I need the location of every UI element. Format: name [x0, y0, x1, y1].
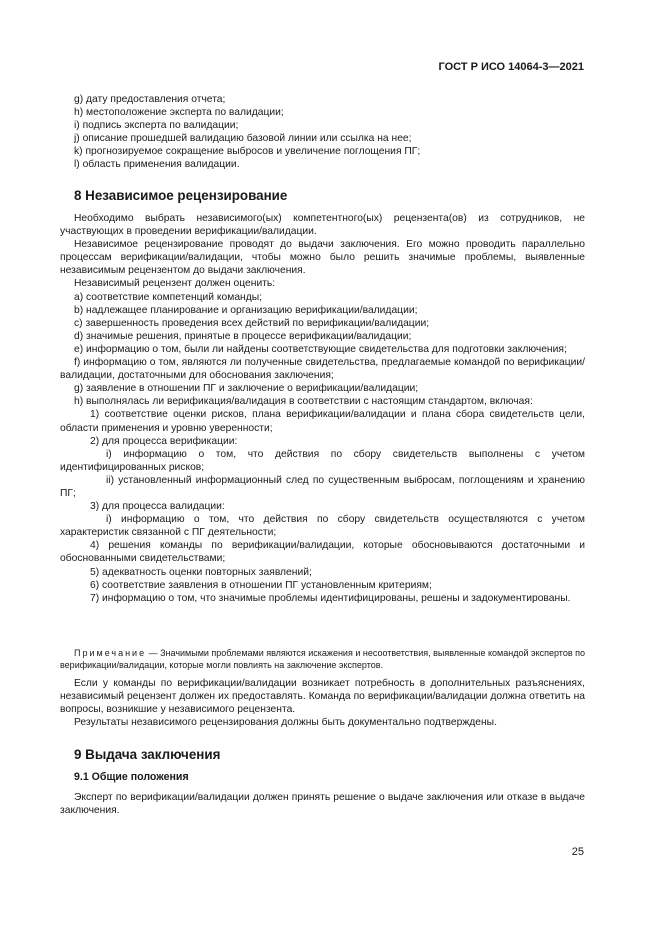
- note-text: — Значимыми проблемами являются искажения и несоответствия, выявленные командой экспертов по верификации/валидации, которые могли повлиять на заключение экспертов.: [60, 648, 585, 670]
- section-9-title: 9 Выдача заключения: [74, 747, 221, 762]
- list-item: k) прогнозируемое сокращение выбросов и увеличение поглощения ПГ;: [74, 146, 421, 158]
- list-item: e) информацию о том, были ли найдены соответствующие свидетельства для подготовки заключения;: [74, 343, 567, 355]
- sub-sub-list-item: i) информацию о том, что действия по сбору свидетельств осуществляются с учетом характеристик связанной с ПГ деятельности;: [60, 514, 585, 539]
- sub-list-item: 3) для процесса валидации:: [90, 501, 225, 513]
- list-item: d) значимые решения, принятые в процессе верификации/валидации;: [74, 330, 412, 342]
- sub-list-item: 1) соответствие оценки рисков, плана верификации/валидации и плана сбора свидетельств цели, области применения и уровню уверенности;: [60, 409, 585, 434]
- section-8-body: [60, 212, 585, 605]
- note-label: Примечание: [74, 648, 147, 658]
- sub-list-item: 7) информацию о том, что значимые проблемы идентифицированы, решены и задокументированы.: [90, 592, 571, 604]
- subsection-9-1-title: 9.1 Общие положения: [74, 771, 189, 783]
- sub-sub-list-item: i) информацию о том, что действия по сбору свидетельств выполнены с учетом идентифицированных рисков;: [60, 448, 585, 473]
- list-item: g) заявление в отношении ПГ и заключение о верификации/валидации;: [74, 383, 419, 395]
- list-item: f) информацию о том, являются ли полученные свидетельства, предлагаемые командой по верификации/валидации, достаточными для обоснования заключения;: [60, 357, 585, 382]
- list-item: g) дату предоставления отчета;: [74, 94, 226, 105]
- section-8-closing: [60, 677, 585, 729]
- paragraph: Если у команды по верификации/валидации возникает потребность в дополнительных разъяснениях, независимый рецензент должен их предоставлять. Команда по верификации/валидации должна ответить на вопросы, возникшие у независимого рецензента.: [60, 678, 585, 716]
- list-item: j) описание прошедшей валидацию базовой линии или ссылка на нее;: [74, 133, 412, 145]
- document-standard-number: ГОСТ Р ИСО 14064-3—2021: [438, 61, 584, 73]
- page-number: 25: [571, 846, 584, 858]
- list-item: a) соответствие компетенций команды;: [74, 291, 263, 303]
- paragraph: Необходимо выбрать независимого(ых) компетентного(ых) рецензента(ов) из сотрудников, не участвующих в проведении верификации/валидации.: [60, 213, 585, 238]
- list-item: c) завершенность проведения всех действий по верификации/валидации;: [74, 317, 430, 329]
- paragraph: Эксперт по верификации/валидации должен принять решение о выдаче заключения или отказе в выдаче заключения.: [60, 792, 585, 817]
- sub-list-item: 2) для процесса верификации:: [90, 435, 238, 447]
- sub-list-item: 6) соответствие заявления в отношении ПГ установленным критериям;: [90, 579, 432, 591]
- list-item: h) местоположение эксперта по валидации;: [74, 107, 284, 119]
- list-top: [60, 93, 585, 172]
- note: [60, 648, 585, 671]
- sub-list-item: 5) адекватность оценки повторных заявлений;: [90, 566, 312, 578]
- section-9-body: [60, 791, 585, 817]
- sub-sub-list-item: ii) установленный информационный след по существенным выбросам, поглощениям и хранению ПГ;: [60, 474, 585, 499]
- paragraph: Независимое рецензирование проводят до выдачи заключения. Его можно проводить параллельно процессам верификации/валидации, чтобы можно было решить значимые проблемы, выявленные независимым рецензентом до выдачи заключения.: [60, 239, 585, 277]
- list-item: l) область применения валидации.: [74, 159, 240, 171]
- paragraph: Независимый рецензент должен оценить:: [74, 278, 276, 290]
- paragraph: Результаты независимого рецензирования должны быть документально подтверждены.: [74, 717, 497, 729]
- list-item: h) выполнялась ли верификация/валидация в соответствии с настоящим стандартом, включая:: [74, 396, 533, 408]
- section-8-title: 8 Независимое рецензирование: [74, 188, 288, 203]
- list-item: i) подпись эксперта по валидации;: [74, 120, 239, 132]
- list-item: b) надлежащее планирование и организацию верификации/валидации;: [74, 304, 418, 316]
- sub-list-item: 4) решения команды по верификации/валидации, которые обосновываются достаточными и обоснованными свидетельствами;: [60, 540, 585, 565]
